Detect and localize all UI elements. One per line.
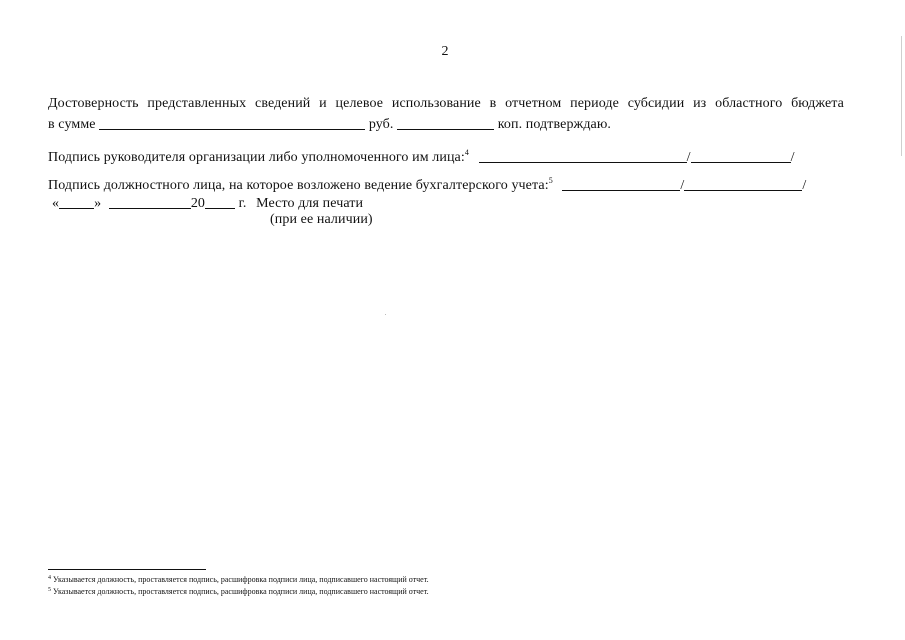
footnote-5-text: Указывается должность, проставляется подпись, расшифровка подписи лица, подписавшего настоящий отчет.: [53, 587, 429, 596]
signature-separator: /: [802, 178, 807, 193]
footnote-ref-4: 4: [464, 148, 469, 157]
amount-prefix: в сумме: [48, 117, 96, 132]
footnote-divider: [48, 569, 206, 570]
month-field[interactable]: [109, 194, 191, 209]
close-quote: »: [94, 196, 102, 211]
page-number: 2: [441, 44, 449, 59]
open-quote: «: [52, 196, 60, 211]
rub-label: руб.: [368, 117, 394, 132]
head-signature-field[interactable]: [479, 148, 687, 163]
accountant-signature-label: Подпись должностного лица, на которое возложено ведение бухгалтерского учета:: [48, 178, 549, 193]
date-line: [52, 194, 363, 212]
signature-separator: /: [790, 150, 795, 165]
confirmation-line-2: [48, 115, 611, 133]
signature-separator: /: [680, 178, 685, 193]
scan-speck: [385, 314, 386, 315]
footnote-4-text: Указывается должность, проставляется подпись, расшифровка подписи лица, подписавшего настоящий отчет.: [53, 575, 429, 584]
footnote-5: [48, 587, 429, 596]
head-signature-label: Подпись руководителя организации либо уполномоченного им лица:: [48, 150, 465, 165]
year-suffix: г.: [238, 196, 247, 211]
confirmation-line-1: Достоверность представленных сведений и целевое использование в отчетном периоде субсидии из областного бюджета: [48, 96, 844, 111]
accountant-signature-field[interactable]: [562, 176, 680, 191]
accountant-name-field[interactable]: [684, 176, 802, 191]
year-field[interactable]: [205, 194, 235, 209]
footnote-5-ref: 5: [48, 587, 51, 593]
scan-edge-mark: [901, 36, 902, 156]
footnote-ref-5: 5: [548, 176, 553, 185]
footnote-4: [48, 575, 429, 584]
signature-separator: /: [686, 150, 691, 165]
day-field[interactable]: [59, 194, 94, 209]
kopecks-field[interactable]: [397, 115, 494, 130]
stamp-note: (при ее наличии): [270, 212, 373, 227]
head-signature-line: [48, 148, 795, 166]
footnote-4-ref: 4: [48, 575, 51, 581]
year-century: 20: [190, 196, 206, 211]
kop-confirm-label: коп. подтверждаю.: [497, 117, 612, 132]
head-name-field[interactable]: [691, 148, 791, 163]
accountant-signature-line: [48, 176, 806, 194]
stamp-place-label: Место для печати: [256, 196, 364, 211]
rubles-field[interactable]: [99, 115, 365, 130]
